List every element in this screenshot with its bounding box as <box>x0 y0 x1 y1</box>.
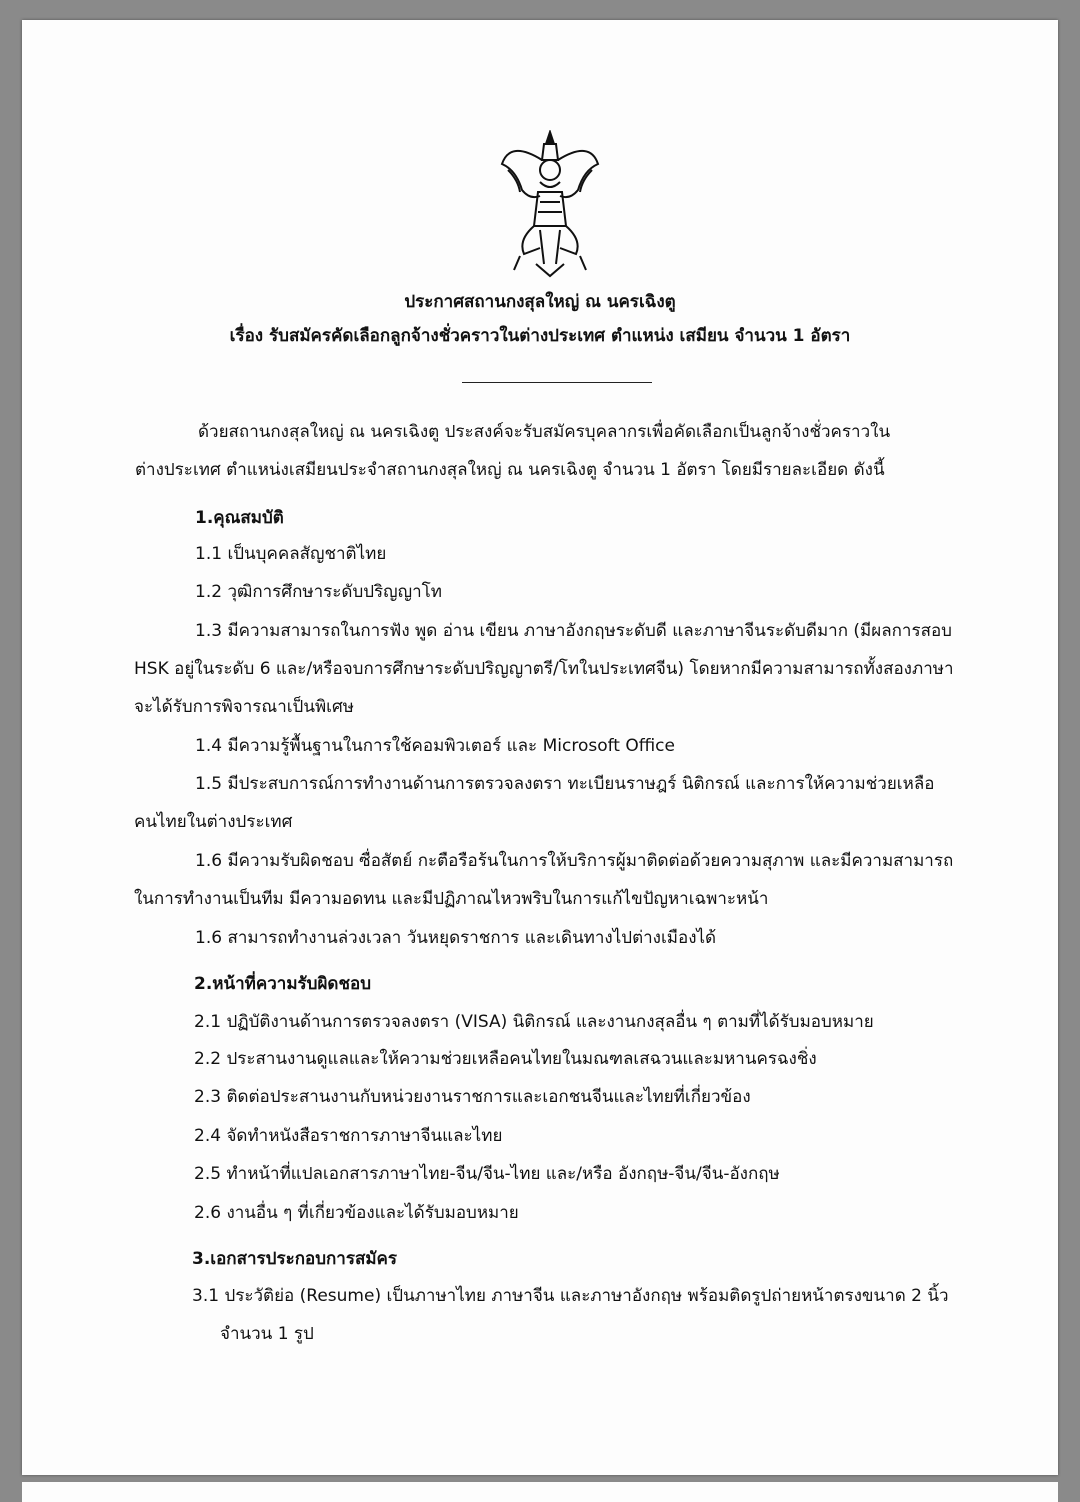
announcement-title: ประกาศสถานกงสุลใหญ่ ณ นครเฉิงตู <box>404 292 676 312</box>
intro-line-1: ด้วยสถานกงสุลใหญ่ ณ นครเฉิงตู ประสงค์จะรับสมัครบุคลากรเพื่อคัดเลือกเป็นลูกจ้างชั่วคราวใน <box>198 422 891 442</box>
item-1-1: 1.1 เป็นบุคคลสัญชาติไทย <box>195 544 387 564</box>
item-2-2: 2.2 ประสานงานดูแลและให้ความช่วยเหลือคนไทยในมณฑลเสฉวนและมหานครฉงชิ่ง <box>194 1049 817 1069</box>
announcement-subject: เรื่อง รับสมัครคัดเลือกลูกจ้างชั่วคราวในต่างประเทศ ตำแหน่ง เสมียน จำนวน 1 อัตรา <box>229 326 851 346</box>
item-2-1: 2.1 ปฏิบัติงานด้านการตรวจลงตรา (VISA) นิติกรณ์ และงานกงสุลอื่น ๆ ตามที่ได้รับมอบหมาย <box>194 1012 874 1032</box>
item-1-5-line-1: 1.5 มีประสบการณ์การทำงานด้านการตรวจลงตรา ทะเบียนราษฎร์ นิติกรณ์ และการให้ความช่วยเหลือ <box>195 774 935 794</box>
section-2-heading: 2.หน้าที่ความรับผิดชอบ <box>194 974 371 994</box>
title-divider <box>462 382 652 383</box>
item-1-5-line-2: คนไทยในต่างประเทศ <box>134 812 293 832</box>
item-1-4: 1.4 มีความรู้พื้นฐานในการใช้คอมพิวเตอร์ และ Microsoft Office <box>195 736 675 756</box>
item-2-6: 2.6 งานอื่น ๆ ที่เกี่ยวข้องและได้รับมอบหมาย <box>194 1203 519 1223</box>
item-1-6-line-2: ในการทำงานเป็นทีม มีความอดทน และมีปฏิภาณไหวพริบในการแก้ไขปัญหาเฉพาะหน้า <box>134 889 769 909</box>
item-1-7: 1.6 สามารถทำงานล่วงเวลา วันหยุดราชการ และเดินทางไปต่างเมืองได้ <box>195 928 717 948</box>
item-3-1-line-1: 3.1 ประวัติย่อ (Resume) เป็นภาษาไทย ภาษาจีน และภาษาอังกฤษ พร้อมติดรูปถ่ายหน้าตรงขนาด 2 นิ้ว <box>192 1286 949 1306</box>
document-page <box>22 20 1058 1475</box>
item-1-3-line-3: จะได้รับการพิจารณาเป็นพิเศษ <box>134 697 354 717</box>
item-1-3-line-2: HSK อยู่ในระดับ 6 และ/หรือจบการศึกษาระดับปริญญาตรี/โทในประเทศจีน) โดยหากมีความสามารถทั้งสองภาษา <box>134 659 954 679</box>
item-2-5: 2.5 ทำหน้าที่แปลเอกสารภาษาไทย-จีน/จีน-ไทย และ/หรือ อังกฤษ-จีน/จีน-อังกฤษ <box>194 1164 780 1184</box>
section-3-heading: 3.เอกสารประกอบการสมัคร <box>192 1249 398 1269</box>
item-1-6-line-1: 1.6 มีความรับผิดชอบ ซื่อสัตย์ กะตือรือร้นในการให้บริการผู้มาติดต่อด้วยความสุภาพ และมีความสามารถ <box>195 851 954 871</box>
intro-line-2: ต่างประเทศ ตำแหน่งเสมียนประจำสถานกงสุลใหญ่ ณ นครเฉิงตู จำนวน 1 อัตรา โดยมีรายละเอียด ดังนี้ <box>135 460 885 480</box>
garuda-emblem-icon <box>500 130 600 280</box>
next-page-edge <box>22 1482 1058 1502</box>
item-1-2: 1.2 วุฒิการศึกษาระดับปริญญาโท <box>195 582 443 602</box>
item-2-4: 2.4 จัดทำหนังสือราชการภาษาจีนและไทย <box>194 1126 503 1146</box>
item-2-3: 2.3 ติดต่อประสานงานกับหน่วยงานราชการและเอกชนจีนและไทยที่เกี่ยวข้อง <box>194 1087 751 1107</box>
section-1-heading: 1.คุณสมบัติ <box>195 508 284 528</box>
item-1-3-line-1: 1.3 มีความสามารถในการฟัง พูด อ่าน เขียน ภาษาอังกฤษระดับดี และภาษาจีนระดับดีมาก (มีผลการสอบ <box>195 621 952 641</box>
item-3-1-line-2: จำนวน 1 รูป <box>220 1324 314 1344</box>
